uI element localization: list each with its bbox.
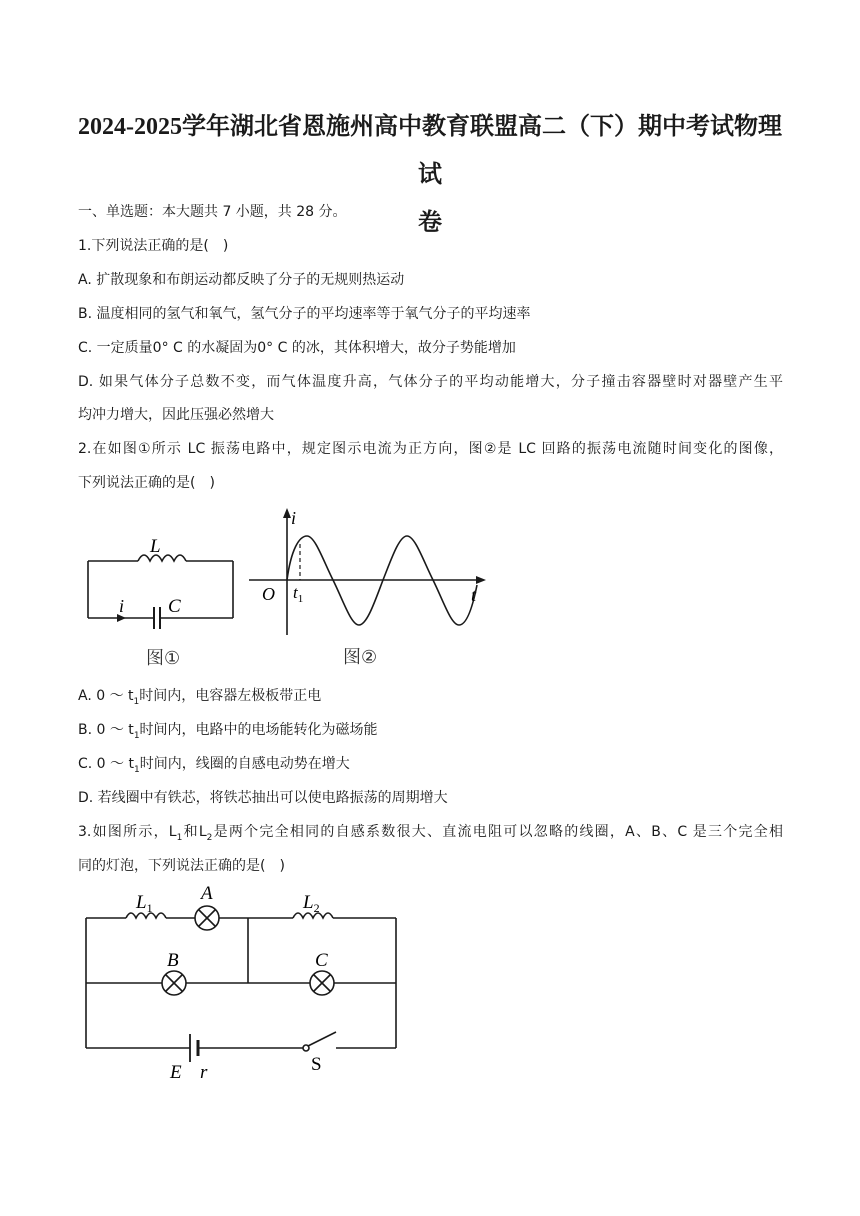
title-line-1: 2024-2025学年湖北省恩施州高中教育联盟高二（下）期中考试物理试 [78, 114, 782, 188]
switch-S [308, 1032, 336, 1046]
label-L1: $L_1$ [136, 892, 153, 915]
fig2-caption: 图② [343, 647, 378, 668]
q1-stem: 1.下列说法正确的是( ) [78, 238, 229, 254]
fig1-label-i: i [119, 596, 125, 616]
q2-option-c: C. 0 ～ $t_1$时间内，线圈的自感电动势在增大 [78, 756, 350, 775]
q3-stem-line-2: 同的灯泡，下列说法正确的是( ) [78, 858, 285, 874]
page-title [70, 103, 790, 247]
q1-option-d: D. 如果气体分子总数不变，而气体温度升高，气体分子的平均动能增大，分子撞击容器壁时对器壁产生平 [78, 374, 783, 390]
fig2-label-i: i [291, 508, 297, 528]
q2-figure-2-current-graph [245, 505, 490, 675]
fig2-label-t: t [471, 585, 477, 605]
q1-option-c: C. 一定质量0° C 的水凝固为0° C 的冰，其体积增大，故分子势能增加 [78, 340, 516, 356]
q2-stem-line-1: 2.在如图①所示 LC 振荡电路中，规定图示电流为正方向，图②是 LC 回路的振荡电流随时间变化的图像， [78, 441, 783, 457]
label-A: A [201, 883, 213, 904]
q2-option-a: A. 0 ～ $t_1$时间内，电容器左极板带正电 [78, 688, 322, 707]
fig1-caption: 图① [146, 648, 181, 669]
q1-option-d-cont: 均冲力增大，因此压强必然增大 [78, 407, 274, 423]
q1-option-a: A. 扩散现象和布朗运动都反映了分子的无规则热运动 [78, 272, 405, 288]
inductor-coil [138, 555, 186, 561]
q1-option-b: B. 温度相同的氢气和氧气，氢气分子的平均速率等于氧气分子的平均速率 [78, 306, 531, 322]
q2-stem-line-2: 下列说法正确的是( ) [78, 475, 215, 491]
q2-option-d: D. 若线圈中有铁芯，将铁芯抽出可以使电路振荡的周期增大 [78, 790, 448, 806]
title-line-2: 卷 [418, 210, 442, 236]
section-heading: 一、单选题：本大题共 7 小题，共 28 分。 [78, 204, 347, 220]
q3-stem-line-1: 3.如图所示，$L_1$和$L_2$是两个完全相同的自感系数很大、直流电阻可以忽略的线圈，A、B、C 是三个完全相 [78, 824, 783, 843]
q3-circuit-figure [78, 880, 408, 1085]
label-S: S [311, 1054, 322, 1075]
label-L2: $L_2$ [303, 892, 320, 915]
fig2-label-t1: $t_1$ [293, 583, 304, 605]
q2-figure-1-lc-circuit [78, 528, 248, 673]
label-E: E [170, 1062, 182, 1083]
y-axis-arrow-icon [283, 508, 291, 518]
q2-option-b: B. 0 ～ $t_1$时间内，电路中的电场能转化为磁场能 [78, 722, 378, 741]
t-axis-arrow-icon [476, 576, 486, 584]
fig1-label-L: L [150, 536, 161, 557]
label-C: C [315, 950, 328, 971]
fig1-label-C: C [168, 596, 181, 617]
fig2-label-O: O [262, 584, 275, 604]
label-B: B [167, 950, 179, 971]
label-r: r [200, 1062, 208, 1083]
